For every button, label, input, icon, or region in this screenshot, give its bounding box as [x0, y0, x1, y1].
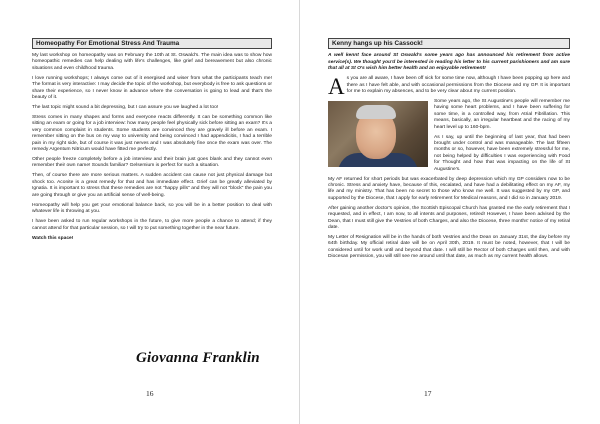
page-number-left: 16 [146, 389, 154, 398]
kenny-intro: A well kennt face around St Oswald's some years ago has announced his retirement from active service(s). We thought you'd be interested in reading his letter to his current parishioners and am sure that all at St O's wish him better health and an enjoyable retirement! [328, 53, 570, 71]
kenny-photo [328, 101, 428, 167]
signature: Giovanna Franklin [136, 350, 260, 366]
left-column [32, 38, 272, 246]
homeopathy-heading: Homeopathy For Emotional Stress And Trauma [32, 38, 272, 49]
left-paragraph-6: Then, of course there are more serious matters. A sudden accident can cause not just physical damage but shock too. Aconite is a great remedy for that and has immediate effect. Grief can be greatly alleviated by Ignatia. It is important to stress that these remedies are not "happy pills" and they will not "block" the pain you are going through or give you an artificial sense of well-being. [32, 173, 272, 198]
right-column [328, 38, 570, 264]
left-paragraph-2: I love running workshops; I always come out of it energised and wiser from what the participants teach me! The format is very interactive: I may decide the topic of the workshop, but everybody is free to ask questions or share their experience, so I never know in advance where the conversation is going to lead and that's the beauty of it. [32, 75, 272, 101]
right-paragraph-1-text: s you are all aware, I have been off sick for some time now, although I have been popping up here and there as I have felt able, and with occasional permissions from the Diocese and my GP. It is important for me to explain my absences, and to be very clear about my current position. [346, 76, 570, 94]
left-paragraph-5: Other people freeze completely before a job interview and their brain just goes blank and they cannot even remember their own name! Sounds familiar? Gelsemium is perfect for such a situation. [32, 157, 272, 169]
right-paragraph-1 [328, 74, 570, 100]
right-wrap-paragraph-2: As I say, up until the beginning of last year, that had been brought under control and was manageable. The last fifteen months or so, however, have been extremely stressful for me, not being helped by difficulties I was experiencing with Food for Thought and how that was impacting on the life of St Augustine's. [434, 134, 570, 172]
right-page [300, 0, 600, 424]
watch-this-space: Watch this space! [32, 235, 74, 241]
right-wrap-paragraph-1: Some years ago, the St Augustine's people will remember me having some heart problems, and I have been suffering for some time, in a controlled way, from Atrial Fibrillation. This means, basically, an irregular heartbeat and the racing of my heart level up to 160-bpm. [434, 98, 570, 130]
right-paragraph-2: My AF returned for short periods but was exacerbated by deep depression which my GP considers now to be chronic. Stress and anxiety have, because of this, escalated, and have had a debilitating effect on my AF, my life and my ministry. That has been no secret to those who know me well. It was suggested by my GP, and supported by the Diocese, that I apply for early retirement for Medical reasons, and I did so in January 2019. [328, 176, 570, 201]
drop-cap: A [328, 74, 345, 100]
right-paragraph-4: My Letter of Resignation will be in the hands of both Vestries and the Dean on January 31st, the day before my 64th birthday. My official retiral date will be on April 30th, 2019. It must be noted, however, that I will be considered until for work until and beyond that date. I will still be Rector of both Charges until then, and with Diocesan permission, you will still see me around until that date, as much as my current health allows. [328, 235, 570, 260]
left-paragraph-3: The last topic might sound a bit depressing, but I can assure you we laughed a lot too! [32, 105, 219, 111]
left-paragraph-7: Homeopathy will help you get your emotional balance back, so you will be in a better position to deal with whatever life is throwing at you. [32, 202, 272, 215]
right-paragraph-3: After gaining another doctor's opinion, the Scottish Episcopal Church has granted me the early retirement that I requested, and in effect, I am now, to all intents and purposes, retired! However, I have been advised by the Dean, that I must still give the Vestries of both Charges, and also the Diocese, three months' notice of my retiral date. [328, 205, 570, 230]
kenny-heading: Kenny hangs up his Cassock! [328, 38, 570, 49]
left-paragraph-8: I have been asked to run regular workshops in the future, to give more people a chance to attend; if they cannot attend for that particular session, so I will try to put something together in the near future. [32, 219, 272, 231]
page-number-right: 17 [424, 389, 432, 398]
photo-hair [356, 105, 396, 119]
left-paragraph-1: My last workshop on homeopathy was on February the 10th at St. Oswald's. The main idea was to show how homeopathic remedies can help dealing with life's challenges, like grief and bereavement but also chronic situations and even childhood trauma. [32, 53, 272, 71]
left-paragraph-4: Stress comes in many shapes and forms and everyone reacts differently. It can be something common like sitting an exam or going for a job interview: how many people feel physically sick before sitting an exam? It's a very common complaint in students. Some students are convinced they are gravely ill before an exam. I remember sitting on the bus on my way to university and being convinced I had appendicitis, I had a terrible pain in my right side, but of course it was just nerves and I was absolutely fine once the exam was over. The remedy Argentum Nitricum would have fitted me perfectly. [32, 115, 272, 153]
